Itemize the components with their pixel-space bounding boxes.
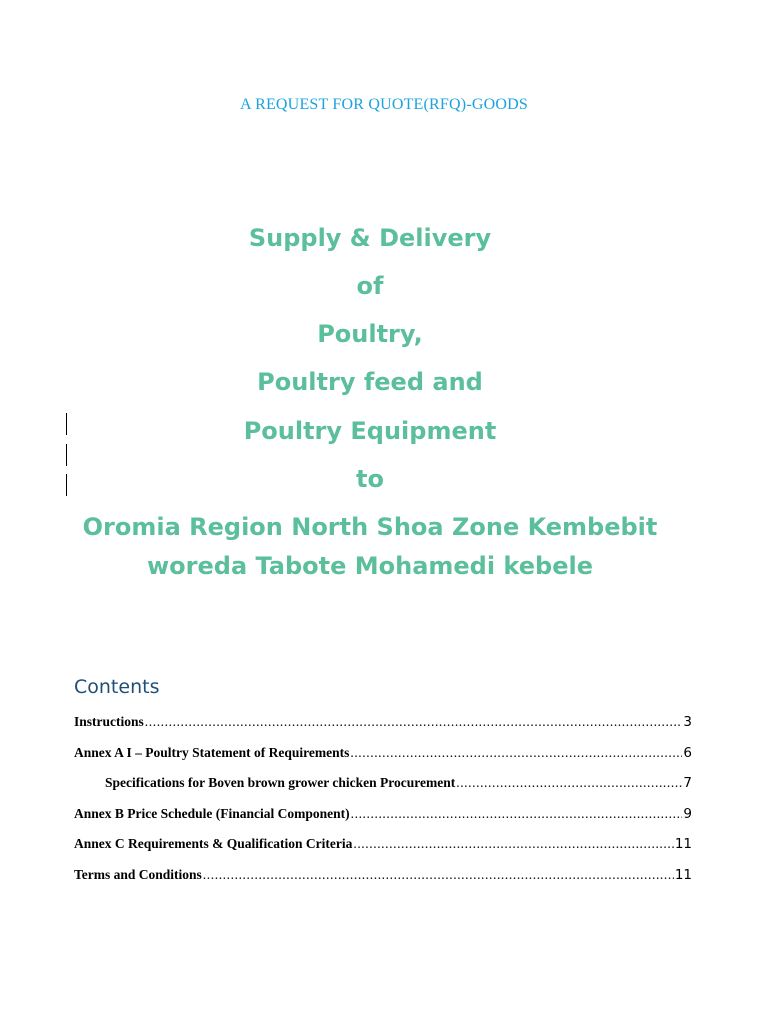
- text-cursor-marker: [66, 474, 67, 496]
- toc-entry-label: Specifications for Boven brown grower chicken Procurement: [105, 775, 456, 791]
- toc-entry-page: 7: [683, 775, 692, 792]
- toc-entry-label: Annex C Requirements & Qualification Criteria: [74, 836, 353, 852]
- text-cursor-marker: [66, 444, 67, 466]
- rfq-title: A REQUEST FOR QUOTE(RFQ)-GOODS: [240, 96, 528, 113]
- toc-entry-label: Instructions: [74, 714, 144, 729]
- toc-entry-annex-a[interactable]: [74, 745, 692, 776]
- toc-entry-annex-b[interactable]: [74, 806, 692, 837]
- toc-leader-dots: [145, 714, 683, 730]
- toc-entry-page: 6: [683, 744, 692, 761]
- toc-leader-dots: [353, 836, 673, 852]
- toc-entry-page: 11: [674, 836, 692, 853]
- toc-entry-page: 3: [683, 714, 692, 730]
- title-line-of: of: [356, 272, 384, 300]
- title-line-to: to: [356, 465, 384, 493]
- toc-entry-annex-c[interactable]: [74, 836, 692, 867]
- contents-heading: Contents: [74, 676, 160, 698]
- toc-entry-terms[interactable]: [74, 867, 692, 898]
- title-line-poultry-equipment: Poultry Equipment: [243, 417, 497, 445]
- toc-entry-page: 9: [683, 805, 692, 822]
- toc-entry-specifications[interactable]: [74, 775, 692, 806]
- title-line-poultry-feed: Poultry feed and: [257, 368, 483, 396]
- toc-entry-instructions[interactable]: [74, 714, 692, 745]
- title-line-location-2: woreda Tabote Mohamedi kebele: [146, 552, 593, 580]
- table-of-contents: [74, 714, 692, 898]
- toc-leader-dots: [351, 806, 683, 822]
- toc-leader-dots: [203, 867, 674, 883]
- toc-entry-label: Annex B Price Schedule (Financial Component): [74, 805, 350, 821]
- toc-leader-dots: [350, 745, 682, 761]
- toc-leader-dots: [456, 775, 682, 791]
- text-cursor-marker: [66, 413, 67, 435]
- title-line-poultry: Poultry,: [317, 320, 423, 348]
- title-line-location-1: Oromia Region North Shoa Zone Kembebit: [82, 513, 658, 541]
- title-line-supply-delivery: Supply & Delivery: [248, 224, 492, 252]
- toc-entry-page: 11: [674, 866, 692, 883]
- toc-entry-label: Annex A I – Poultry Statement of Requirements: [74, 744, 350, 760]
- toc-entry-label: Terms and Conditions: [74, 866, 202, 882]
